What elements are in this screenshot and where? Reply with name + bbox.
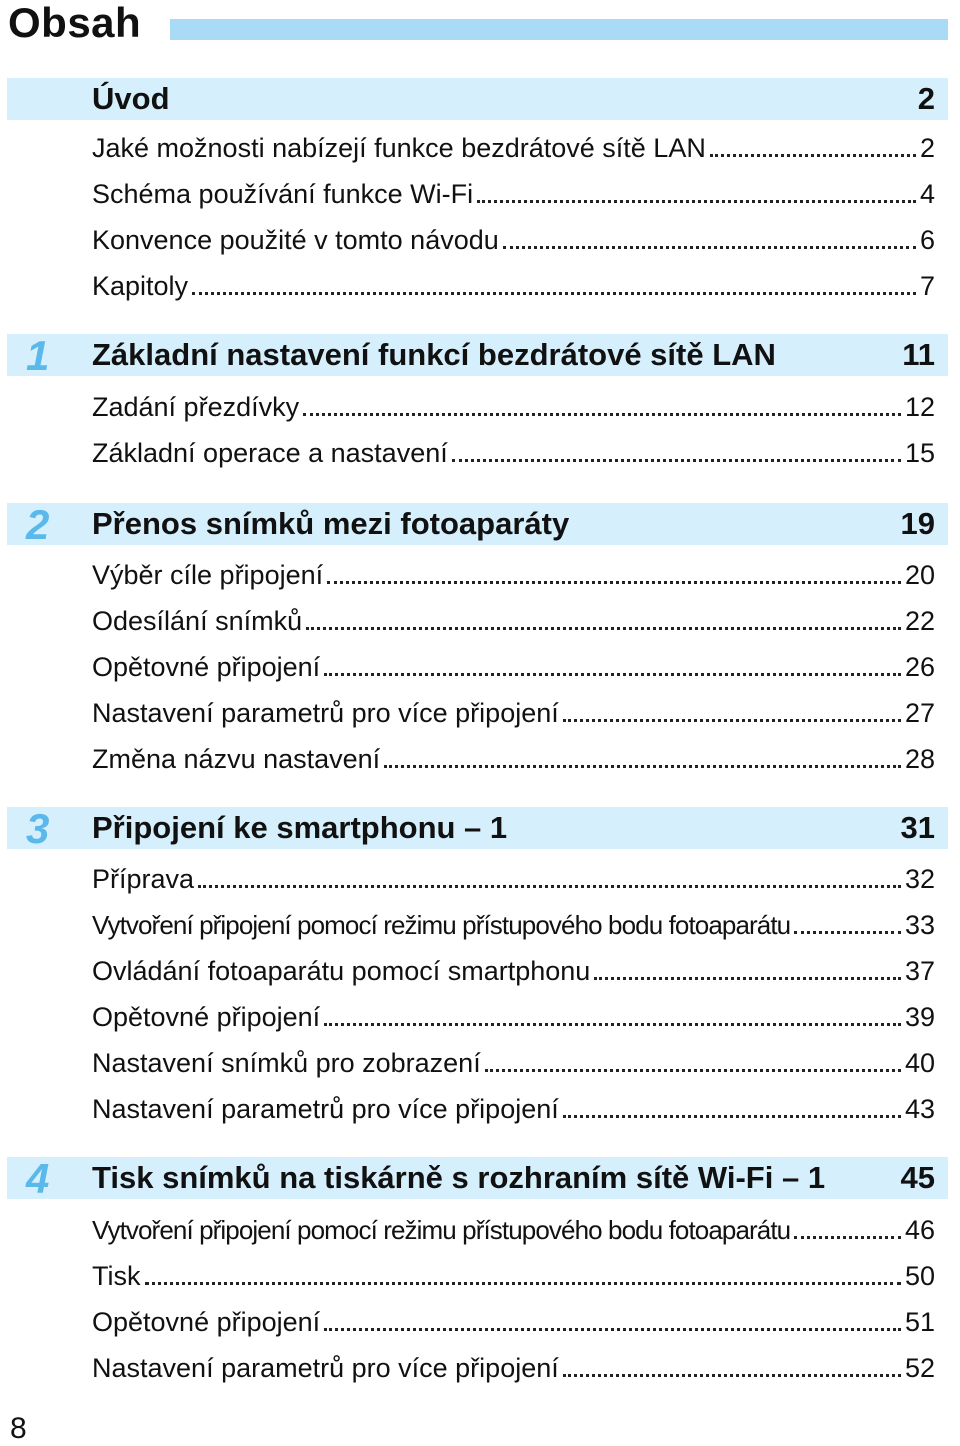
entry-label: Opětovné připojení: [92, 1002, 321, 1032]
section-title[interactable]: Základní nastavení funkcí bezdrátové sítě LAN: [92, 337, 776, 372]
entry-page-number: 32: [904, 864, 935, 894]
entry-label: Schéma používání funkce Wi-Fi: [92, 179, 474, 209]
entry-page-number: 2: [919, 133, 935, 163]
section-page-number: 11: [902, 337, 935, 372]
dot-leader: [452, 455, 901, 462]
entry-page-number: 26: [904, 652, 935, 682]
toc-entry[interactable]: [92, 390, 935, 424]
section-page-number: 31: [900, 810, 935, 845]
entry-label: Jaké možnosti nabízejí funkce bezdrátové sítě LAN: [92, 133, 706, 163]
dot-leader: [710, 150, 916, 157]
entry-label: Opětovné připojení: [92, 652, 321, 682]
entry-page-number: 43: [904, 1094, 935, 1124]
entry-page-number: 4: [919, 179, 935, 209]
toc-entry[interactable]: [92, 696, 935, 730]
toc-entry[interactable]: [92, 269, 935, 303]
entry-page-number: 37: [904, 956, 935, 986]
entry-label: Výběr cíle připojení: [92, 560, 324, 590]
dot-leader: [306, 623, 901, 630]
toc-entry[interactable]: [92, 954, 935, 988]
toc-entry[interactable]: [92, 1000, 935, 1034]
toc-entry[interactable]: [92, 862, 935, 896]
dot-leader: [563, 715, 901, 722]
toc-entry[interactable]: [92, 650, 935, 684]
toc-entry[interactable]: [92, 131, 935, 165]
chapter-number: 1: [26, 332, 50, 379]
entry-page-number: 39: [904, 1002, 935, 1032]
dot-leader: [324, 1019, 901, 1026]
dot-leader: [327, 577, 901, 584]
entry-page-number: 51: [904, 1307, 935, 1337]
dot-leader: [324, 1324, 901, 1331]
toc-entry[interactable]: [92, 1351, 935, 1385]
toc-entry[interactable]: [92, 223, 935, 257]
toc-entry[interactable]: [92, 1259, 935, 1293]
entry-label: Základní operace a nastavení: [92, 438, 448, 468]
dot-leader: [794, 927, 901, 934]
dot-leader: [794, 1232, 901, 1239]
entry-label: Nastavení parametrů pro více připojení: [92, 1353, 559, 1383]
section-title[interactable]: Připojení ke smartphonu – 1: [92, 810, 508, 845]
entry-page-number: 20: [904, 560, 935, 590]
entry-label: Tisk: [92, 1261, 141, 1291]
entry-page-number: 15: [904, 438, 935, 468]
dot-leader: [384, 761, 901, 768]
section-page-number: 45: [900, 1160, 935, 1195]
dot-leader: [485, 1065, 901, 1072]
page-number: 8: [10, 1412, 27, 1445]
dot-leader: [563, 1111, 901, 1118]
entry-page-number: 52: [904, 1353, 935, 1383]
toc-entry[interactable]: [92, 604, 935, 638]
chapter-number: 2: [26, 501, 50, 548]
entry-label: Odesílání snímků: [92, 606, 303, 636]
entry-page-number: 50: [904, 1261, 935, 1291]
entry-label: Příprava: [92, 864, 195, 894]
dot-leader: [594, 973, 901, 980]
entry-page-number: 22: [904, 606, 935, 636]
dot-leader: [198, 881, 901, 888]
toc-entry[interactable]: [92, 908, 935, 942]
dot-leader: [145, 1278, 901, 1285]
section-title[interactable]: Úvod: [92, 81, 170, 116]
entry-label: Nastavení snímků pro zobrazení: [92, 1048, 481, 1078]
chapter-number: 4: [26, 1155, 50, 1202]
toc-entry[interactable]: [92, 1305, 935, 1339]
dot-leader: [303, 409, 901, 416]
toc-entry[interactable]: [92, 1213, 935, 1247]
toc-entry[interactable]: [92, 558, 935, 592]
dot-leader: [477, 196, 916, 203]
entry-page-number: 12: [904, 392, 935, 422]
entry-label: Opětovné připojení: [92, 1307, 321, 1337]
entry-label: Vytvoření připojení pomocí režimu přístupového bodu fotoaparátu: [92, 910, 791, 940]
chapter-number: 3: [26, 805, 50, 852]
entry-page-number: 28: [904, 744, 935, 774]
entry-page-number: 6: [919, 225, 935, 255]
toc-entry[interactable]: [92, 1046, 935, 1080]
section-page-number: 19: [900, 506, 935, 541]
entry-label: Změna názvu nastavení: [92, 744, 381, 774]
page-title: Obsah: [8, 0, 142, 46]
entry-label: Konvence použité v tomto návodu: [92, 225, 499, 255]
dot-leader: [503, 242, 916, 249]
entry-label: Vytvoření připojení pomocí režimu přístupového bodu fotoaparátu: [92, 1215, 791, 1245]
toc-entry[interactable]: [92, 1092, 935, 1126]
entry-label: Nastavení parametrů pro více připojení: [92, 698, 559, 728]
entry-page-number: 7: [919, 271, 935, 301]
dot-leader: [192, 288, 916, 295]
section-page-number: 2: [917, 81, 935, 116]
entry-label: Kapitoly: [92, 271, 189, 301]
section-title[interactable]: Tisk snímků na tiskárně s rozhraním sítě Wi-Fi – 1: [92, 1160, 826, 1195]
dot-leader: [324, 669, 901, 676]
toc-entry[interactable]: [92, 177, 935, 211]
entry-page-number: 33: [904, 910, 935, 940]
toc-entry[interactable]: [92, 436, 935, 470]
entry-label: Ovládání fotoaparátu pomocí smartphonu: [92, 956, 591, 986]
entry-label: Zadání přezdívky: [92, 392, 300, 422]
entry-page-number: 27: [904, 698, 935, 728]
entry-page-number: 40: [904, 1048, 935, 1078]
entry-label: Nastavení parametrů pro více připojení: [92, 1094, 559, 1124]
entry-page-number: 46: [904, 1215, 935, 1245]
dot-leader: [563, 1370, 901, 1377]
section-title[interactable]: Přenos snímků mezi fotoaparáty: [92, 506, 570, 541]
toc-entry[interactable]: [92, 742, 935, 776]
